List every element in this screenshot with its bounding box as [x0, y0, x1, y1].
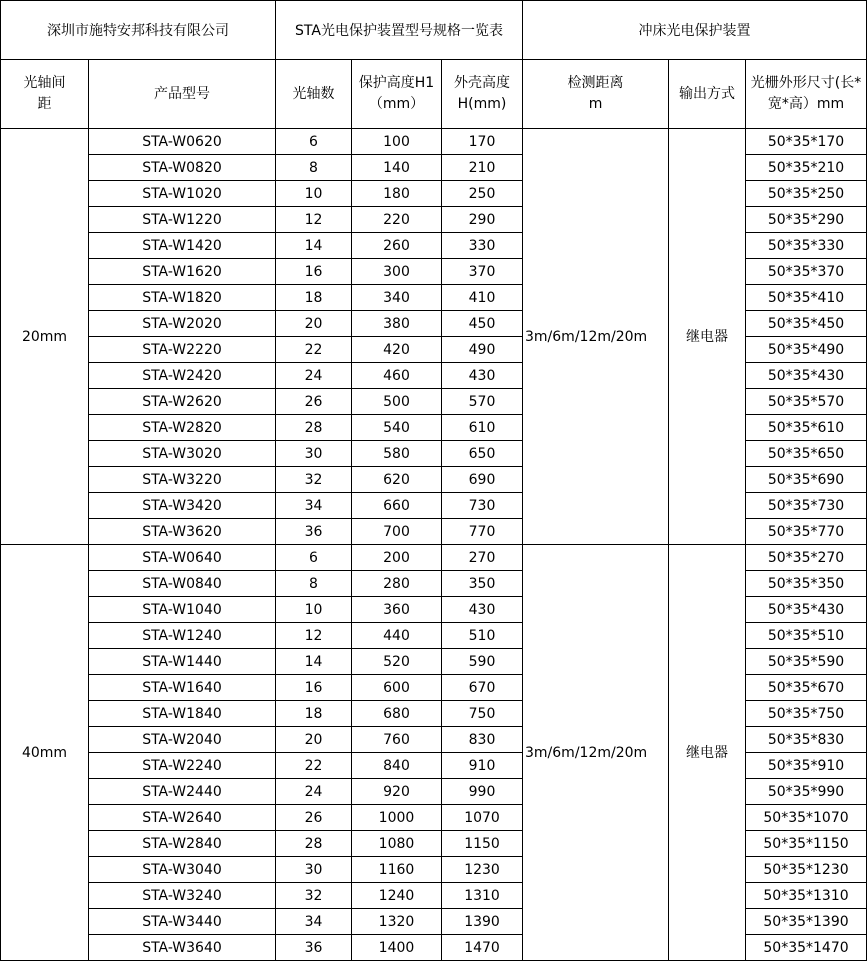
cell-h: 690: [442, 467, 523, 493]
cell-axes: 36: [276, 935, 352, 961]
cell-dimensions: 50*35*670: [746, 675, 867, 701]
cell-model: STA-W3620: [89, 519, 276, 545]
cell-h: 910: [442, 753, 523, 779]
cell-model: STA-W2240: [89, 753, 276, 779]
cell-h1: 340: [352, 285, 442, 311]
cell-h1: 220: [352, 207, 442, 233]
cell-dimensions: 50*35*210: [746, 155, 867, 181]
cell-axes: 6: [276, 545, 352, 571]
cell-h: 730: [442, 493, 523, 519]
cell-axes: 10: [276, 181, 352, 207]
cell-model: STA-W1640: [89, 675, 276, 701]
cell-model: STA-W2820: [89, 415, 276, 441]
cell-axes: 12: [276, 207, 352, 233]
header-model: 产品型号: [89, 60, 276, 129]
cell-dimensions: 50*35*430: [746, 597, 867, 623]
cell-h1: 140: [352, 155, 442, 181]
cell-h1: 540: [352, 415, 442, 441]
cell-h1: 200: [352, 545, 442, 571]
cell-axes: 26: [276, 805, 352, 831]
cell-h: 1070: [442, 805, 523, 831]
cell-axes: 6: [276, 129, 352, 155]
cell-axes: 32: [276, 883, 352, 909]
cell-h1: 300: [352, 259, 442, 285]
cell-h1: 1000: [352, 805, 442, 831]
cell-axes: 18: [276, 285, 352, 311]
cell-h: 350: [442, 571, 523, 597]
cell-model: STA-W0820: [89, 155, 276, 181]
cell-h: 830: [442, 727, 523, 753]
cell-dimensions: 50*35*830: [746, 727, 867, 753]
cell-h1: 440: [352, 623, 442, 649]
cell-h: 770: [442, 519, 523, 545]
cell-axes: 22: [276, 337, 352, 363]
cell-dimensions: 50*35*510: [746, 623, 867, 649]
cell-model: STA-W0640: [89, 545, 276, 571]
cell-axes: 16: [276, 259, 352, 285]
cell-h: 510: [442, 623, 523, 649]
cell-h: 750: [442, 701, 523, 727]
cell-h1: 660: [352, 493, 442, 519]
cell-axes: 14: [276, 649, 352, 675]
cell-detect: 3m/6m/12m/20m: [523, 545, 669, 961]
cell-model: STA-W3420: [89, 493, 276, 519]
header-axes: 光轴数: [276, 60, 352, 129]
cell-h: 1230: [442, 857, 523, 883]
cell-dimensions: 50*35*770: [746, 519, 867, 545]
product-type: 冲床光电保护装置: [523, 1, 867, 60]
cell-dimensions: 50*35*350: [746, 571, 867, 597]
cell-dimensions: 50*35*610: [746, 415, 867, 441]
cell-dimensions: 50*35*330: [746, 233, 867, 259]
cell-spacing: 20mm: [1, 129, 89, 545]
cell-dimensions: 50*35*430: [746, 363, 867, 389]
cell-h: 1470: [442, 935, 523, 961]
cell-model: STA-W2220: [89, 337, 276, 363]
cell-axes: 24: [276, 363, 352, 389]
table-row: [1, 545, 867, 571]
cell-h: 990: [442, 779, 523, 805]
cell-h1: 260: [352, 233, 442, 259]
cell-dimensions: 50*35*490: [746, 337, 867, 363]
cell-dimensions: 50*35*750: [746, 701, 867, 727]
cell-dimensions: 50*35*1230: [746, 857, 867, 883]
cell-axes: 16: [276, 675, 352, 701]
cell-h: 1310: [442, 883, 523, 909]
cell-axes: 8: [276, 571, 352, 597]
cell-dimensions: 50*35*690: [746, 467, 867, 493]
cell-h1: 420: [352, 337, 442, 363]
cell-model: STA-W3640: [89, 935, 276, 961]
cell-dimensions: 50*35*290: [746, 207, 867, 233]
cell-dimensions: 50*35*410: [746, 285, 867, 311]
cell-model: STA-W1440: [89, 649, 276, 675]
cell-h1: 100: [352, 129, 442, 155]
cell-h1: 760: [352, 727, 442, 753]
cell-axes: 22: [276, 753, 352, 779]
cell-axes: 20: [276, 727, 352, 753]
cell-h1: 380: [352, 311, 442, 337]
cell-model: STA-W2640: [89, 805, 276, 831]
cell-h: 450: [442, 311, 523, 337]
header-h1: 保护高度H1（mm）: [352, 60, 442, 129]
cell-dimensions: 50*35*910: [746, 753, 867, 779]
cell-h1: 920: [352, 779, 442, 805]
cell-dimensions: 50*35*270: [746, 545, 867, 571]
cell-h1: 580: [352, 441, 442, 467]
cell-model: STA-W1620: [89, 259, 276, 285]
cell-h: 430: [442, 597, 523, 623]
cell-h1: 700: [352, 519, 442, 545]
cell-model: STA-W2420: [89, 363, 276, 389]
title-row: [1, 1, 867, 60]
cell-h1: 1160: [352, 857, 442, 883]
cell-model: STA-W1240: [89, 623, 276, 649]
cell-h: 1390: [442, 909, 523, 935]
cell-model: STA-W1840: [89, 701, 276, 727]
cell-h1: 520: [352, 649, 442, 675]
cell-h1: 1240: [352, 883, 442, 909]
cell-h: 410: [442, 285, 523, 311]
cell-h1: 1400: [352, 935, 442, 961]
cell-h: 210: [442, 155, 523, 181]
cell-model: STA-W2040: [89, 727, 276, 753]
cell-axes: 36: [276, 519, 352, 545]
cell-dimensions: 50*35*570: [746, 389, 867, 415]
cell-dimensions: 50*35*250: [746, 181, 867, 207]
cell-h1: 500: [352, 389, 442, 415]
cell-h1: 840: [352, 753, 442, 779]
cell-model: STA-W1220: [89, 207, 276, 233]
cell-axes: 32: [276, 467, 352, 493]
cell-axes: 30: [276, 441, 352, 467]
cell-h: 370: [442, 259, 523, 285]
cell-dimensions: 50*35*170: [746, 129, 867, 155]
cell-dimensions: 50*35*1390: [746, 909, 867, 935]
cell-output: 继电器: [669, 129, 746, 545]
cell-model: STA-W3440: [89, 909, 276, 935]
cell-axes: 26: [276, 389, 352, 415]
cell-axes: 12: [276, 623, 352, 649]
table-title: STA光电保护装置型号规格一览表: [276, 1, 523, 60]
cell-model: STA-W3240: [89, 883, 276, 909]
cell-model: STA-W3220: [89, 467, 276, 493]
cell-model: STA-W1420: [89, 233, 276, 259]
cell-model: STA-W2840: [89, 831, 276, 857]
cell-model: STA-W0620: [89, 129, 276, 155]
header-detect: 检测距离m: [523, 60, 669, 129]
cell-axes: 14: [276, 233, 352, 259]
cell-axes: 20: [276, 311, 352, 337]
cell-output: 继电器: [669, 545, 746, 961]
cell-dimensions: 50*35*1070: [746, 805, 867, 831]
cell-h1: 460: [352, 363, 442, 389]
cell-dimensions: 50*35*450: [746, 311, 867, 337]
cell-h: 170: [442, 129, 523, 155]
cell-h1: 600: [352, 675, 442, 701]
cell-axes: 8: [276, 155, 352, 181]
cell-h1: 1320: [352, 909, 442, 935]
cell-dimensions: 50*35*650: [746, 441, 867, 467]
cell-axes: 10: [276, 597, 352, 623]
cell-model: STA-W1820: [89, 285, 276, 311]
cell-h: 490: [442, 337, 523, 363]
cell-model: STA-W1040: [89, 597, 276, 623]
cell-h: 1150: [442, 831, 523, 857]
cell-model: STA-W0840: [89, 571, 276, 597]
cell-axes: 24: [276, 779, 352, 805]
cell-axes: 34: [276, 909, 352, 935]
cell-dimensions: 50*35*1150: [746, 831, 867, 857]
cell-h: 250: [442, 181, 523, 207]
cell-dimensions: 50*35*370: [746, 259, 867, 285]
cell-h1: 620: [352, 467, 442, 493]
cell-model: STA-W2020: [89, 311, 276, 337]
cell-dimensions: 50*35*1470: [746, 935, 867, 961]
cell-model: STA-W2620: [89, 389, 276, 415]
cell-h1: 680: [352, 701, 442, 727]
cell-detect: 3m/6m/12m/20m: [523, 129, 669, 545]
cell-axes: 28: [276, 415, 352, 441]
table-row: [1, 129, 867, 155]
cell-dimensions: 50*35*590: [746, 649, 867, 675]
header-output: 输出方式: [669, 60, 746, 129]
cell-h: 570: [442, 389, 523, 415]
cell-model: STA-W1020: [89, 181, 276, 207]
cell-h1: 180: [352, 181, 442, 207]
cell-h: 610: [442, 415, 523, 441]
header-spacing: 光轴间距: [1, 60, 89, 129]
cell-h: 650: [442, 441, 523, 467]
cell-axes: 30: [276, 857, 352, 883]
cell-h1: 1080: [352, 831, 442, 857]
cell-dimensions: 50*35*990: [746, 779, 867, 805]
cell-axes: 34: [276, 493, 352, 519]
cell-h: 430: [442, 363, 523, 389]
cell-h: 590: [442, 649, 523, 675]
cell-h: 270: [442, 545, 523, 571]
cell-model: STA-W3040: [89, 857, 276, 883]
header-row: [1, 60, 867, 129]
cell-h1: 360: [352, 597, 442, 623]
header-dimensions: 光栅外形尺寸(长*宽*高）mm: [746, 60, 867, 129]
cell-h: 290: [442, 207, 523, 233]
cell-axes: 18: [276, 701, 352, 727]
cell-h: 330: [442, 233, 523, 259]
cell-h1: 280: [352, 571, 442, 597]
cell-dimensions: 50*35*730: [746, 493, 867, 519]
cell-dimensions: 50*35*1310: [746, 883, 867, 909]
company-name: 深圳市施特安邦科技有限公司: [1, 1, 276, 60]
cell-model: STA-W2440: [89, 779, 276, 805]
cell-spacing: 40mm: [1, 545, 89, 961]
cell-model: STA-W3020: [89, 441, 276, 467]
cell-axes: 28: [276, 831, 352, 857]
header-h: 外壳高度H(mm): [442, 60, 523, 129]
cell-h: 670: [442, 675, 523, 701]
